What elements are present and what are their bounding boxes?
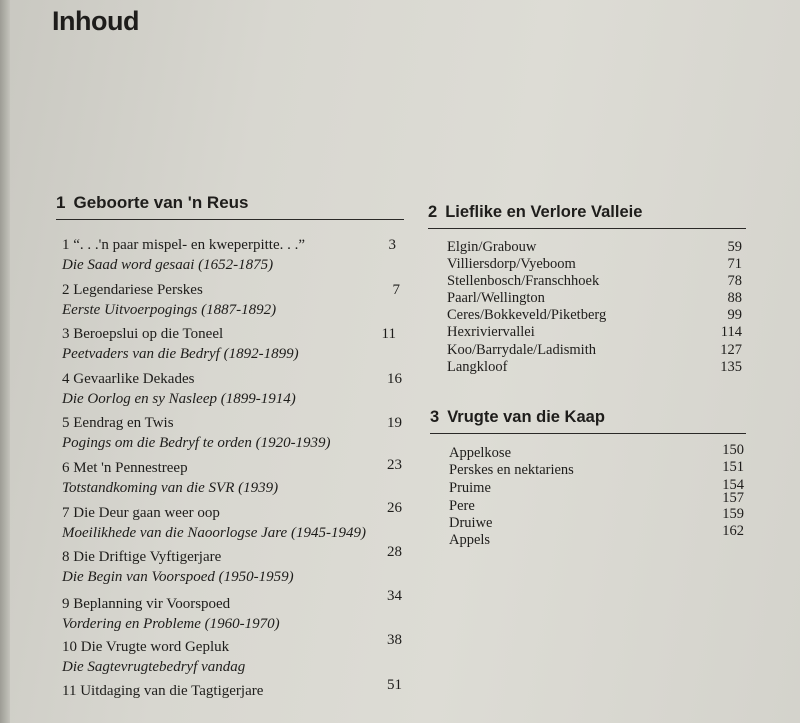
page-number: 88 <box>727 290 742 306</box>
toc-entry[interactable] <box>62 677 402 723</box>
page-number: 71 <box>727 256 742 272</box>
region-label: Elgin/Grabouw <box>447 239 537 255</box>
toc-entry[interactable] <box>62 324 402 366</box>
page-number: 157 <box>722 490 744 506</box>
section-1-rule <box>56 219 404 220</box>
section-number: 2 <box>428 203 438 221</box>
page-number: 135 <box>720 359 742 375</box>
page-number: 23 <box>387 457 402 473</box>
chapter-subtitle: Die Sagtevrugtebedryf vandag <box>62 659 246 675</box>
page-number: 151 <box>722 459 744 475</box>
list-item[interactable] <box>447 273 742 290</box>
page-number: 154 <box>722 477 744 493</box>
page-number: 150 <box>722 442 744 458</box>
page-number: 7 <box>392 282 400 298</box>
chapter-title: 6 Met 'n Pennestreep <box>62 460 188 476</box>
page-number: 19 <box>387 415 402 431</box>
list-item[interactable] <box>449 498 744 522</box>
section-number: 1 <box>56 193 66 212</box>
section-1-heading <box>56 193 249 213</box>
chapter-subtitle: Totstandkoming van die SVR (1939) <box>62 480 279 496</box>
chapter-subtitle: Eerste Uitvoerpogings (1887-1892) <box>62 302 277 318</box>
fruit-label: Pruime <box>449 480 491 496</box>
list-item[interactable] <box>447 239 742 256</box>
fruit-label: Appelkose <box>449 445 512 461</box>
page-number: 38 <box>387 632 402 648</box>
section-3-heading <box>430 408 605 427</box>
fruit-label: Perskes en nektariens <box>449 462 574 478</box>
list-item[interactable] <box>447 324 742 341</box>
region-label: Ceres/Bokkeveld/Piketberg <box>447 307 607 323</box>
page-number: 28 <box>387 544 402 560</box>
chapter-title: 2 Legendariese Perskes <box>62 282 203 298</box>
chapter-title: 9 Beplanning vir Voorspoed <box>62 596 231 612</box>
chapter-subtitle: Moeilikhede van die Naoorlogse Jare (1945-1949) <box>62 525 366 541</box>
chapter-title: 8 Die Driftige Vyftigerjare <box>62 549 222 565</box>
chapter-subtitle: Die Saad word gesaai (1652-1875) <box>62 257 274 273</box>
region-label: Paarl/Wellington <box>447 290 545 306</box>
page-title: Inhoud <box>52 6 139 36</box>
toc-entry[interactable] <box>62 500 402 545</box>
page-number: 127 <box>720 342 742 358</box>
chapter-title: 10 Die Vrugte word Gepluk <box>62 639 230 655</box>
list-item[interactable] <box>447 307 742 324</box>
toc-entry[interactable] <box>62 588 402 636</box>
page-number: 26 <box>387 500 402 516</box>
section-title: Lieflike en Verlore Valleie <box>445 203 643 221</box>
chapter-title: 3 Beroepsluі op die Toneel <box>62 326 224 342</box>
section-number: 3 <box>430 408 440 426</box>
fruit-label: Appels <box>449 532 491 548</box>
region-label: Langkloof <box>447 359 508 375</box>
chapter-title: 1 “. . .'n paar mispel- en kweperpitte. . .” <box>62 237 306 253</box>
page-number: 114 <box>720 324 742 340</box>
toc-entry[interactable] <box>62 369 402 411</box>
list-item[interactable] <box>449 459 744 479</box>
toc-entry[interactable] <box>62 235 402 277</box>
page-number: 159 <box>722 506 744 522</box>
section-3-rule <box>430 433 746 434</box>
region-label: Stellenbosch/Franschhoek <box>447 273 600 289</box>
chapter-title: 11 Uitdaging van die Tagtigerjare <box>62 683 264 699</box>
page-number: 51 <box>387 677 402 693</box>
list-item[interactable] <box>449 515 744 532</box>
page-number: 162 <box>722 523 744 539</box>
page-number: 16 <box>387 371 402 387</box>
list-item[interactable] <box>447 359 742 376</box>
region-label: Villiersdorp/Vyeboom <box>447 256 576 272</box>
chapter-subtitle: Die Begin van Voorspoed (1950-1959) <box>62 569 294 585</box>
region-label: Hexriviervallei <box>447 324 535 340</box>
book-binding-edge <box>0 0 10 723</box>
chapter-subtitle: Vordering en Probleme (1960-1970) <box>62 616 280 632</box>
chapter-title: 5 Eendrag en Twis <box>62 415 174 431</box>
page-number: 11 <box>381 326 396 342</box>
toc-entry[interactable] <box>62 632 402 679</box>
chapter-subtitle: Die Oorlog en sy Nasleep (1899-1914) <box>62 391 296 407</box>
toc-entry[interactable] <box>62 280 402 322</box>
fruit-label: Druiwe <box>449 515 493 531</box>
list-item[interactable] <box>447 290 742 307</box>
section-title: Vrugte van die Kaap <box>447 408 605 426</box>
page-number: 34 <box>387 588 402 604</box>
list-item[interactable] <box>447 256 742 273</box>
page-number: 59 <box>727 239 742 255</box>
toc-entry[interactable] <box>62 413 402 455</box>
region-label: Koo/Barrydale/Ladismith <box>447 342 596 358</box>
toc-entry[interactable] <box>62 458 402 500</box>
page-number: 78 <box>727 273 742 289</box>
chapter-title: 7 Die Deur gaan weer oop <box>62 505 220 521</box>
page-number: 3 <box>388 237 396 253</box>
toc-entry[interactable] <box>62 544 402 589</box>
list-item[interactable] <box>449 442 744 462</box>
page-number: 99 <box>727 307 742 323</box>
section-2-rule <box>428 228 746 229</box>
section-2-heading <box>428 203 642 222</box>
chapter-title: 4 Gevaarlike Dekades <box>62 371 195 387</box>
section-title: Geboorte van 'n Reus <box>73 193 249 212</box>
list-item[interactable] <box>447 342 742 359</box>
fruit-label: Pere <box>449 498 475 514</box>
chapter-subtitle: Pogings om die Bedryf te orden (1920-1939) <box>62 435 331 451</box>
chapter-subtitle: Peetvaders van die Bedryf (1892-1899) <box>62 346 299 362</box>
